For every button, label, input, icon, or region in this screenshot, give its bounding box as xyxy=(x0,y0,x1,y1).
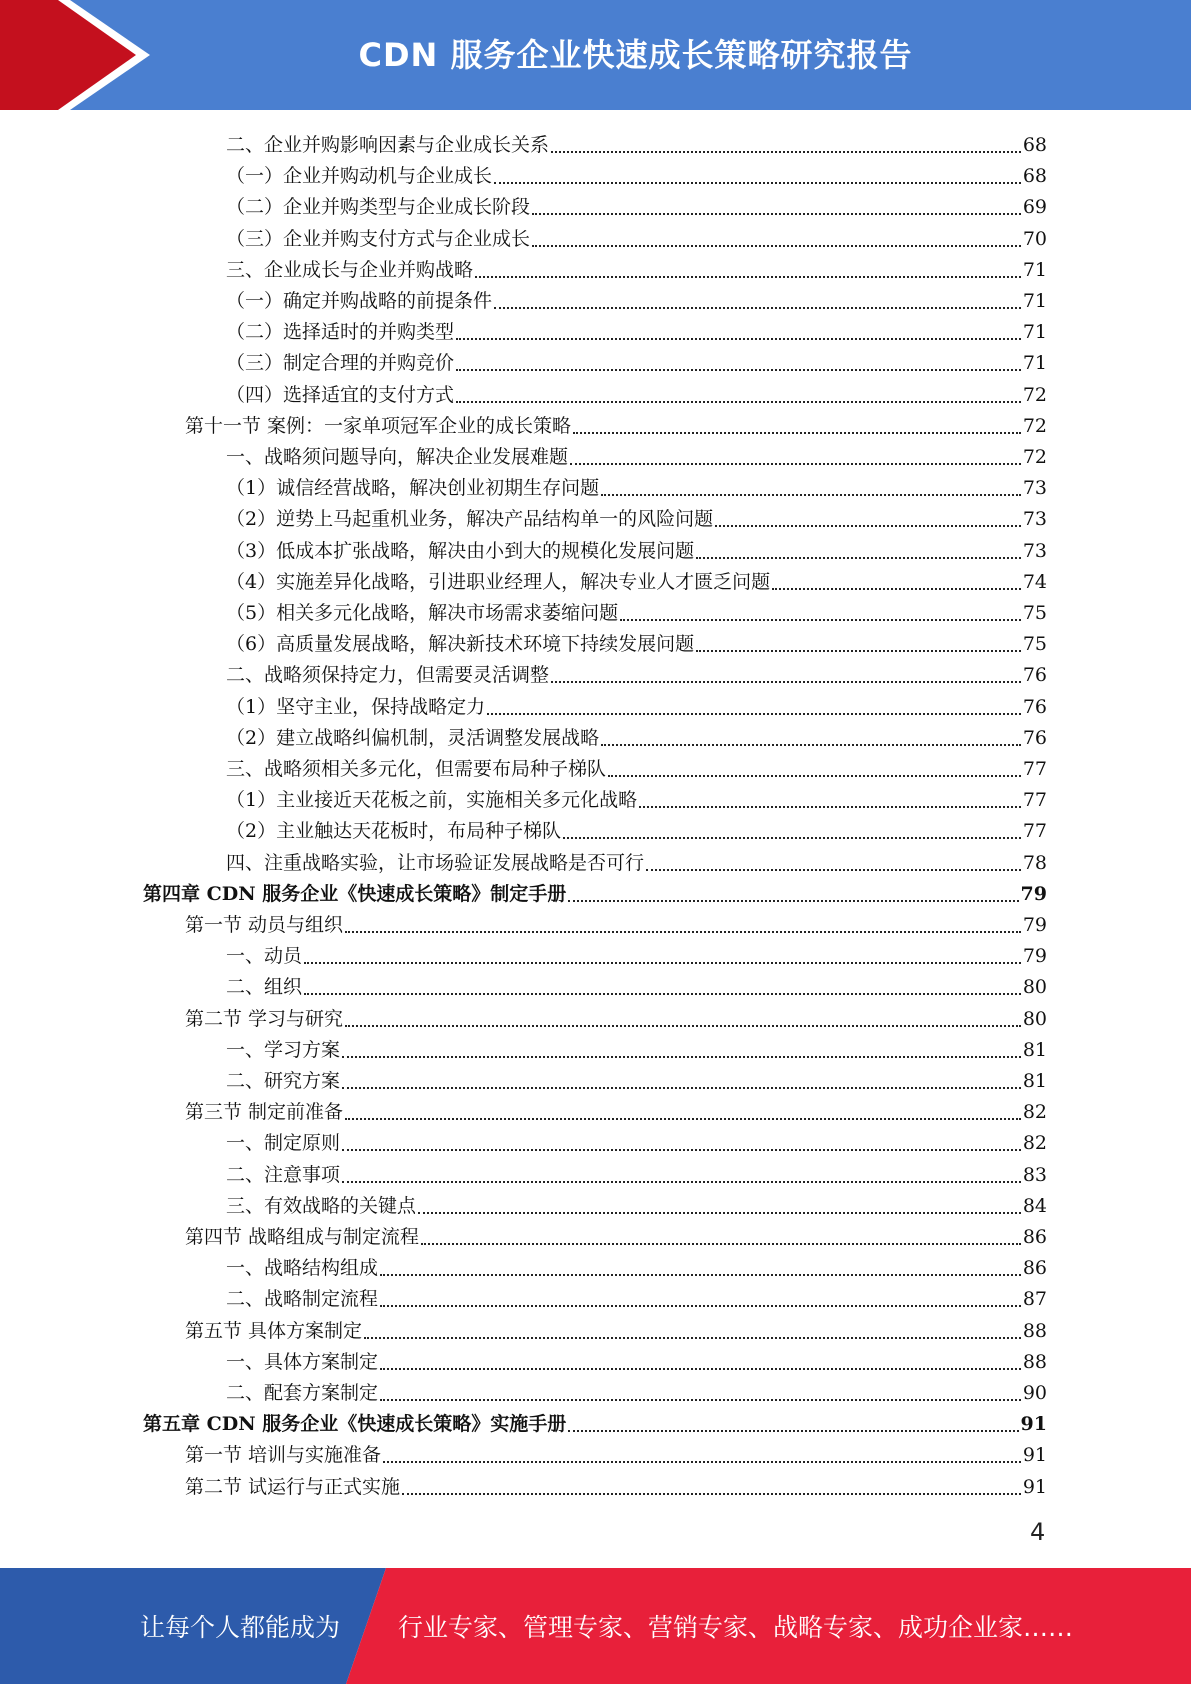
toc-leader-dots xyxy=(532,212,1021,215)
toc-leader-dots xyxy=(696,556,1021,559)
toc-entry-page: 91 xyxy=(1022,1444,1047,1467)
toc-entry-title: （二）企业并购类型与企业成长阶段 xyxy=(226,196,531,219)
toc-leader-dots xyxy=(568,1429,1018,1432)
toc-entry[interactable] xyxy=(226,255,1047,286)
toc-entry[interactable] xyxy=(226,504,1047,535)
toc-leader-dots xyxy=(494,306,1021,309)
toc-entry[interactable] xyxy=(226,692,1047,723)
toc-entry[interactable] xyxy=(185,1004,1047,1035)
toc-entry[interactable] xyxy=(185,1097,1047,1128)
toc-entry-title: 三、企业成长与企业并购战略 xyxy=(226,258,474,281)
toc-entry-page: 73 xyxy=(1022,508,1047,531)
toc-entry[interactable] xyxy=(226,785,1047,816)
toc-entry[interactable] xyxy=(226,1284,1047,1315)
page-footer xyxy=(0,1568,1191,1684)
toc-leader-dots xyxy=(570,462,1021,465)
toc-entry-page: 79 xyxy=(1022,914,1047,936)
toc-entry-title: 一、具体方案制定 xyxy=(226,1350,379,1373)
toc-leader-dots xyxy=(342,1055,1021,1058)
toc-entry[interactable] xyxy=(226,567,1047,598)
toc-entry-page: 71 xyxy=(1022,290,1047,312)
toc-entry-page: 72 xyxy=(1022,414,1047,437)
toc-entry-page: 87 xyxy=(1022,1288,1047,1311)
toc-entry[interactable] xyxy=(226,1066,1047,1097)
toc-entry-title: 三、有效战略的关键点 xyxy=(226,1194,417,1217)
toc-entry-page: 73 xyxy=(1022,477,1047,500)
toc-entry[interactable] xyxy=(185,411,1047,442)
toc-entry[interactable] xyxy=(226,161,1047,192)
toc-leader-dots xyxy=(551,680,1021,683)
toc-entry-title: 二、组织 xyxy=(226,976,303,999)
toc-entry-title: （1）坚守主业，保持战略定力 xyxy=(226,695,486,718)
toc-entry[interactable] xyxy=(226,598,1047,629)
toc-leader-dots xyxy=(418,1211,1021,1214)
toc-entry[interactable] xyxy=(185,1222,1047,1253)
toc-chapter-entry[interactable] xyxy=(143,1409,1047,1440)
toc-entry[interactable] xyxy=(226,442,1047,473)
toc-entry-title: 二、研究方案 xyxy=(226,1070,341,1092)
toc-entry-title: 一、战略须问题导向，解决企业发展难题 xyxy=(226,446,569,468)
toc-entry-title: （2）建立战略纠偏机制，灵活调整发展战略 xyxy=(226,726,600,749)
toc-entry[interactable] xyxy=(226,317,1047,348)
toc-entry-title: 二、战略须保持定力，但需要灵活调整 xyxy=(226,664,550,687)
footer-slogan-left: 让每个人都能成为 xyxy=(140,1613,341,1642)
header-title: CDN 服务企业快速成长策略研究报告 xyxy=(358,36,913,74)
toc-leader-dots xyxy=(345,1024,1021,1027)
toc-chapter-entry[interactable] xyxy=(143,879,1047,910)
toc-entry[interactable] xyxy=(226,972,1047,1003)
toc-entry[interactable] xyxy=(226,629,1047,660)
toc-entry[interactable] xyxy=(185,1472,1047,1503)
toc-entry-page: 86 xyxy=(1022,1257,1047,1280)
toc-entry-page: 79 xyxy=(1022,945,1047,968)
toc-entry-page: 72 xyxy=(1022,446,1047,468)
toc-leader-dots xyxy=(646,868,1021,871)
toc-leader-dots xyxy=(342,1148,1021,1151)
toc-entry[interactable] xyxy=(226,380,1047,411)
toc-leader-dots xyxy=(342,1180,1021,1183)
toc-entry-title: （2）逆势上马起重机业务，解决产品结构单一的风险问题 xyxy=(226,508,714,531)
toc-entry-page: 78 xyxy=(1022,851,1047,874)
toc-entry[interactable] xyxy=(226,660,1047,691)
toc-leader-dots xyxy=(563,836,1021,839)
toc-entry-title: （三）企业并购支付方式与企业成长 xyxy=(226,227,531,250)
toc-entry-title: 第十一节 案例：一家单项冠军企业的成长策略 xyxy=(185,414,572,437)
toc-entry-title: 一、动员 xyxy=(226,945,303,968)
toc-leader-dots xyxy=(342,1086,1021,1089)
toc-entry[interactable] xyxy=(226,1035,1047,1066)
toc-entry-page: 84 xyxy=(1022,1194,1047,1217)
toc-entry-title: （6）高质量发展战略，解决新技术环境下持续发展问题 xyxy=(226,633,695,656)
toc-entry-page: 71 xyxy=(1022,258,1047,281)
toc-entry-page: 77 xyxy=(1022,789,1047,812)
toc-entry-page: 68 xyxy=(1022,165,1047,188)
toc-entry-title: （四）选择适宜的支付方式 xyxy=(226,383,455,406)
toc-entry[interactable] xyxy=(226,754,1047,785)
toc-entry-page: 75 xyxy=(1022,602,1047,624)
toc-entry-page: 80 xyxy=(1022,976,1047,999)
toc-leader-dots xyxy=(304,992,1021,995)
toc-entry-title: （3）低成本扩张战略，解决由小到大的规模化发展问题 xyxy=(226,539,695,562)
toc-leader-dots xyxy=(383,1460,1021,1463)
toc-entry-title: 二、注意事项 xyxy=(226,1163,341,1186)
toc-entry-page: 90 xyxy=(1022,1382,1047,1404)
toc-entry-page: 73 xyxy=(1022,539,1047,562)
toc-entry-page: 79 xyxy=(1020,882,1047,905)
toc-entry-title: 一、制定原则 xyxy=(226,1132,341,1155)
toc-entry-title: 第三节 制定前准备 xyxy=(185,1101,344,1124)
toc-entry-title: 第一节 动员与组织 xyxy=(185,914,344,936)
toc-entry-title: 一、学习方案 xyxy=(226,1038,341,1061)
toc-entry-page: 71 xyxy=(1022,321,1047,344)
toc-leader-dots xyxy=(380,1304,1021,1307)
toc-entry-title: （三）制定合理的并购竞价 xyxy=(226,352,455,375)
toc-leader-dots xyxy=(345,1117,1021,1120)
toc-entry[interactable] xyxy=(226,723,1047,754)
toc-entry-title: 第一节 培训与实施准备 xyxy=(185,1444,382,1467)
toc-leader-dots xyxy=(345,930,1021,933)
page-number: 4 xyxy=(1030,1518,1046,1546)
toc-entry-page: 81 xyxy=(1022,1070,1047,1092)
toc-entry[interactable] xyxy=(226,224,1047,255)
toc-entry-page: 72 xyxy=(1022,383,1047,406)
toc-leader-dots xyxy=(573,431,1021,434)
toc-entry-title: （4）实施差异化战略，引进职业经理人，解决专业人才匮乏问题 xyxy=(226,570,771,593)
page-header xyxy=(0,0,1191,110)
toc-leader-dots xyxy=(772,587,1021,590)
toc-entry-page: 77 xyxy=(1022,820,1047,843)
toc-leader-dots xyxy=(380,1367,1021,1370)
toc-entry-page: 82 xyxy=(1022,1101,1047,1124)
footer-slogan-right: 行业专家、管理专家、营销专家、战略专家、成功企业家…… xyxy=(398,1613,1074,1642)
toc-leader-dots xyxy=(402,1492,1021,1495)
toc-leader-dots xyxy=(380,1398,1021,1401)
toc-entry-title: （一）确定并购战略的前提条件 xyxy=(226,290,493,312)
toc-leader-dots xyxy=(601,493,1021,496)
toc-leader-dots xyxy=(364,1336,1021,1339)
toc-leader-dots xyxy=(456,337,1021,340)
toc-entry[interactable] xyxy=(226,192,1047,223)
toc-entry[interactable] xyxy=(226,848,1047,879)
toc-entry-page: 76 xyxy=(1022,695,1047,718)
toc-entry-title: 四、注重战略实验，让市场验证发展战略是否可行 xyxy=(226,851,645,874)
toc-entry-page: 71 xyxy=(1022,352,1047,375)
toc-leader-dots xyxy=(304,961,1021,964)
toc-entry-title: （2）主业触达天花板时，布局种子梯队 xyxy=(226,820,562,843)
toc-entry-title: 二、配套方案制定 xyxy=(226,1382,379,1404)
toc-leader-dots xyxy=(494,181,1021,184)
toc-entry-page: 80 xyxy=(1022,1007,1047,1030)
toc-entry[interactable] xyxy=(226,348,1047,379)
toc-entry[interactable] xyxy=(226,130,1047,161)
toc-leader-dots xyxy=(551,150,1021,153)
toc-entry[interactable] xyxy=(185,1440,1047,1471)
toc-entry[interactable] xyxy=(226,1378,1047,1409)
toc-leader-dots xyxy=(380,1273,1021,1276)
toc-entry[interactable] xyxy=(226,286,1047,317)
toc-entry[interactable] xyxy=(226,473,1047,504)
toc-leader-dots xyxy=(421,1242,1021,1245)
toc-entry-title: 二、战略制定流程 xyxy=(226,1288,379,1311)
toc-entry-title: （二）选择适时的并购类型 xyxy=(226,321,455,344)
toc-entry-page: 91 xyxy=(1022,1475,1047,1498)
toc-leader-dots xyxy=(456,368,1021,371)
toc-leader-dots xyxy=(639,805,1021,808)
toc-entry[interactable] xyxy=(185,910,1047,941)
toc-entry[interactable] xyxy=(226,1347,1047,1378)
toc-entry-page: 69 xyxy=(1022,196,1047,219)
toc-entry[interactable] xyxy=(226,816,1047,847)
toc-entry-title: 第五节 具体方案制定 xyxy=(185,1319,363,1342)
toc-entry-page: 74 xyxy=(1022,570,1047,593)
toc-entry-title: （1）主业接近天花板之前，实施相关多元化战略 xyxy=(226,789,638,812)
toc-entry-title: （5）相关多元化战略，解决市场需求萎缩问题 xyxy=(226,602,619,624)
toc-entry-title: 第二节 试运行与正式实施 xyxy=(185,1475,401,1498)
toc-entry-title: 三、战略须相关多元化，但需要布局种子梯队 xyxy=(226,758,607,780)
toc-entry-title: （1）诚信经营战略，解决创业初期生存问题 xyxy=(226,477,600,500)
toc-leader-dots xyxy=(608,774,1021,777)
toc-entry[interactable] xyxy=(226,536,1047,567)
toc-entry-page: 68 xyxy=(1022,134,1047,156)
toc-entry[interactable] xyxy=(226,1191,1047,1222)
toc-entry-title: （一）企业并购动机与企业成长 xyxy=(226,165,493,188)
toc-entry-title: 第五章 CDN 服务企业《快速成长策略》实施手册 xyxy=(143,1413,567,1436)
toc-entry-page: 70 xyxy=(1022,227,1047,250)
toc-entry-page: 77 xyxy=(1022,758,1047,780)
toc-entry[interactable] xyxy=(185,1316,1047,1347)
toc-leader-dots xyxy=(568,899,1018,902)
toc-leader-dots xyxy=(601,743,1021,746)
toc-leader-dots xyxy=(456,400,1021,403)
toc-entry[interactable] xyxy=(226,1253,1047,1284)
toc-entry[interactable] xyxy=(226,1160,1047,1191)
toc-leader-dots xyxy=(696,649,1021,652)
toc-entry-page: 88 xyxy=(1022,1350,1047,1373)
toc-entry-page: 82 xyxy=(1022,1132,1047,1155)
toc-entry-title: 一、战略结构组成 xyxy=(226,1257,379,1280)
toc-entry-page: 81 xyxy=(1022,1038,1047,1061)
toc-entry-page: 88 xyxy=(1022,1319,1047,1342)
toc-entry[interactable] xyxy=(226,1128,1047,1159)
toc-entry-page: 76 xyxy=(1022,726,1047,749)
toc-entry-title: 二、企业并购影响因素与企业成长关系 xyxy=(226,134,550,156)
toc-entry-title: 第二节 学习与研究 xyxy=(185,1007,344,1030)
toc-entry[interactable] xyxy=(226,941,1047,972)
toc-entry-title: 第四节 战略组成与制定流程 xyxy=(185,1226,420,1248)
toc-leader-dots xyxy=(620,618,1021,621)
toc-entry-title: 第四章 CDN 服务企业《快速成长策略》制定手册 xyxy=(143,882,567,905)
toc-leader-dots xyxy=(532,244,1021,247)
toc-entry-page: 83 xyxy=(1022,1163,1047,1186)
toc-entry-page: 86 xyxy=(1022,1226,1047,1248)
toc-leader-dots xyxy=(487,712,1021,715)
toc-entry-page: 75 xyxy=(1022,633,1047,656)
toc-entry-page: 76 xyxy=(1022,664,1047,687)
toc-leader-dots xyxy=(475,275,1021,278)
toc-leader-dots xyxy=(715,524,1021,527)
toc-entry-page: 91 xyxy=(1020,1413,1047,1436)
